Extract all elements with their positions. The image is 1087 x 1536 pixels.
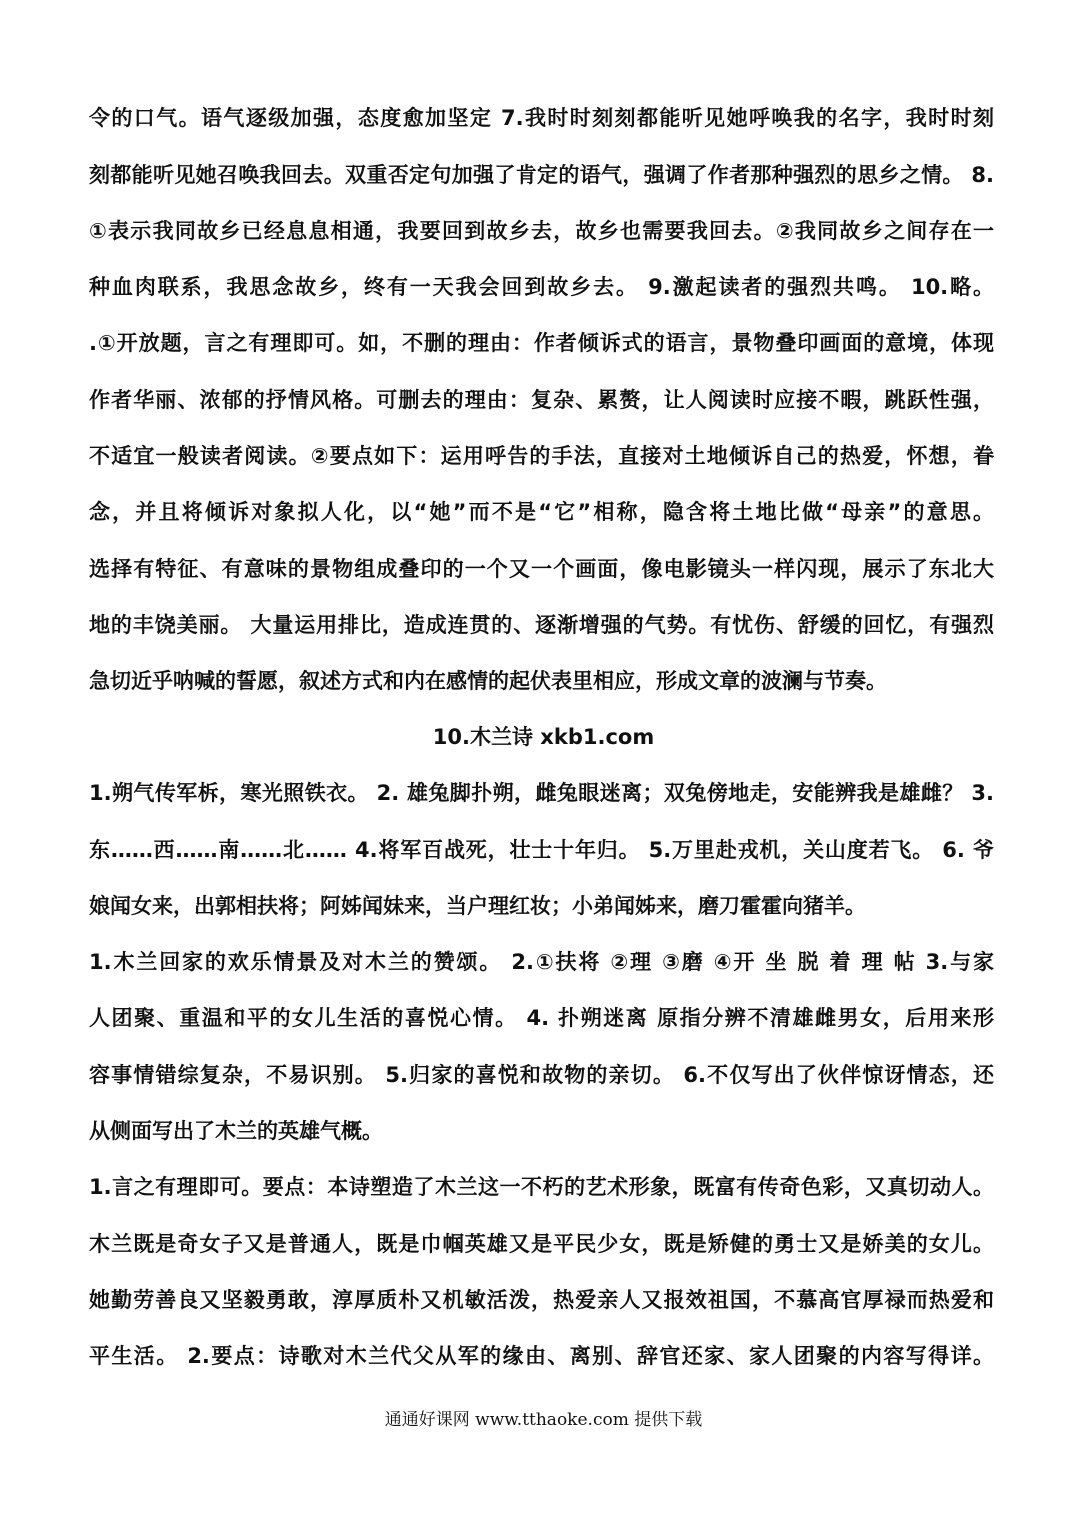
- text-line: 种血肉联系，我思念故乡，终有一天我会回到故乡去。 9.激起读者的强烈共鸣。 10.略。: [89, 275, 994, 299]
- section-title: 10.木兰诗 xkb1.com: [432, 725, 655, 749]
- text-line: 木兰既是奇女子又是普通人，既是巾帼英雄又是平民少女，既是矫健的勇士又是娇美的女儿。: [89, 1232, 994, 1256]
- text-line: 1.木兰回家的欢乐情景及对木兰的赞颂。 2.①扶将 ②理 ③磨 ④开 坐 脱 着 理 帖 3.与家: [89, 950, 994, 974]
- text-line: 从侧面写出了木兰的英雄气概。: [89, 1119, 383, 1143]
- text-line: 1.朔气传军柝，寒光照铁衣。 2. 雄兔脚扑朔，雌兔眼迷离；双兔傍地走，安能辨我是雄雌？ 3.: [89, 781, 994, 805]
- text-line: 念，并且将倾诉对象拟人化，以“她”而不是“它”相称，隐含将土地比做“母亲”的意思。: [89, 500, 994, 524]
- text-line: 地的丰饶美丽。 大量运用排比，造成连贯的、逐渐增强的气势。有忧伤、舒缓的回忆，有强烈: [89, 613, 994, 637]
- text-line: 容事情错综复杂，不易识别。 5.归家的喜悦和故物的亲切。 6.不仅写出了伙伴惊讶情态，还: [89, 1063, 994, 1087]
- text-line: 人团聚、重温和平的女儿生活的喜悦心情。 4. 扑朔迷离 原指分辨不清雄雌男女，后用来形: [89, 1006, 994, 1030]
- text-line: ①表示我同故乡已经息息相通，我要回到故乡去，故乡也需要我回去。②我同故乡之间存在一: [89, 219, 994, 243]
- text-line: 她勤劳善良又坚毅勇敢，淳厚质朴又机敏活泼，热爱亲人又报效祖国，不慕高官厚禄而热爱和: [89, 1288, 994, 1312]
- page-footer: 通通好课网 www.tthaoke.com 提供下载: [384, 1410, 703, 1430]
- text-line: 1.言之有理即可。要点：本诗塑造了木兰这一不朽的艺术形象，既富有传奇色彩，又真切动人。: [89, 1175, 994, 1199]
- text-line: 东……西……南……北…… 4.将军百战死，壮士十年归。 5.万里赴戎机，关山度若飞。 6. 爷: [89, 838, 994, 862]
- text-line: .①开放题，言之有理即可。如，不删的理由：作者倾诉式的语言，景物叠印画面的意境，体现: [89, 331, 994, 355]
- text-line: 平生活。 2.要点：诗歌对木兰代父从军的缘由、离别、辞官还家、家人团聚的内容写得详。: [89, 1344, 994, 1368]
- text-line: 选择有特征、有意味的景物组成叠印的一个又一个画面，像电影镜头一样闪现，展示了东北大: [89, 557, 994, 581]
- text-line: 令的口气。语气逐级加强，态度愈加坚定 7.我时时刻刻都能听见她呼唤我的名字，我时时刻: [89, 106, 994, 130]
- text-line: 娘闻女来，出郭相扶将；阿姊闻妹来，当户理红妆；小弟闻姊来，磨刀霍霍向猪羊。: [89, 894, 866, 918]
- text-line: 作者华丽、浓郁的抒情风格。可删去的理由：复杂、累赘，让人阅读时应接不暇，跳跃性强，: [89, 388, 994, 412]
- text-line: 急切近乎呐喊的誓愿，叙述方式和内在感情的起伏表里相应，形成文章的波澜与节奏。: [89, 669, 887, 693]
- text-line: 刻都能听见她召唤我回去。双重否定句加强了肯定的语气，强调了作者那种强烈的思乡之情。 8.: [89, 163, 994, 187]
- text-line: 不适宜一般读者阅读。②要点如下：运用呼告的手法，直接对土地倾诉自己的热爱，怀想，眷: [89, 444, 994, 468]
